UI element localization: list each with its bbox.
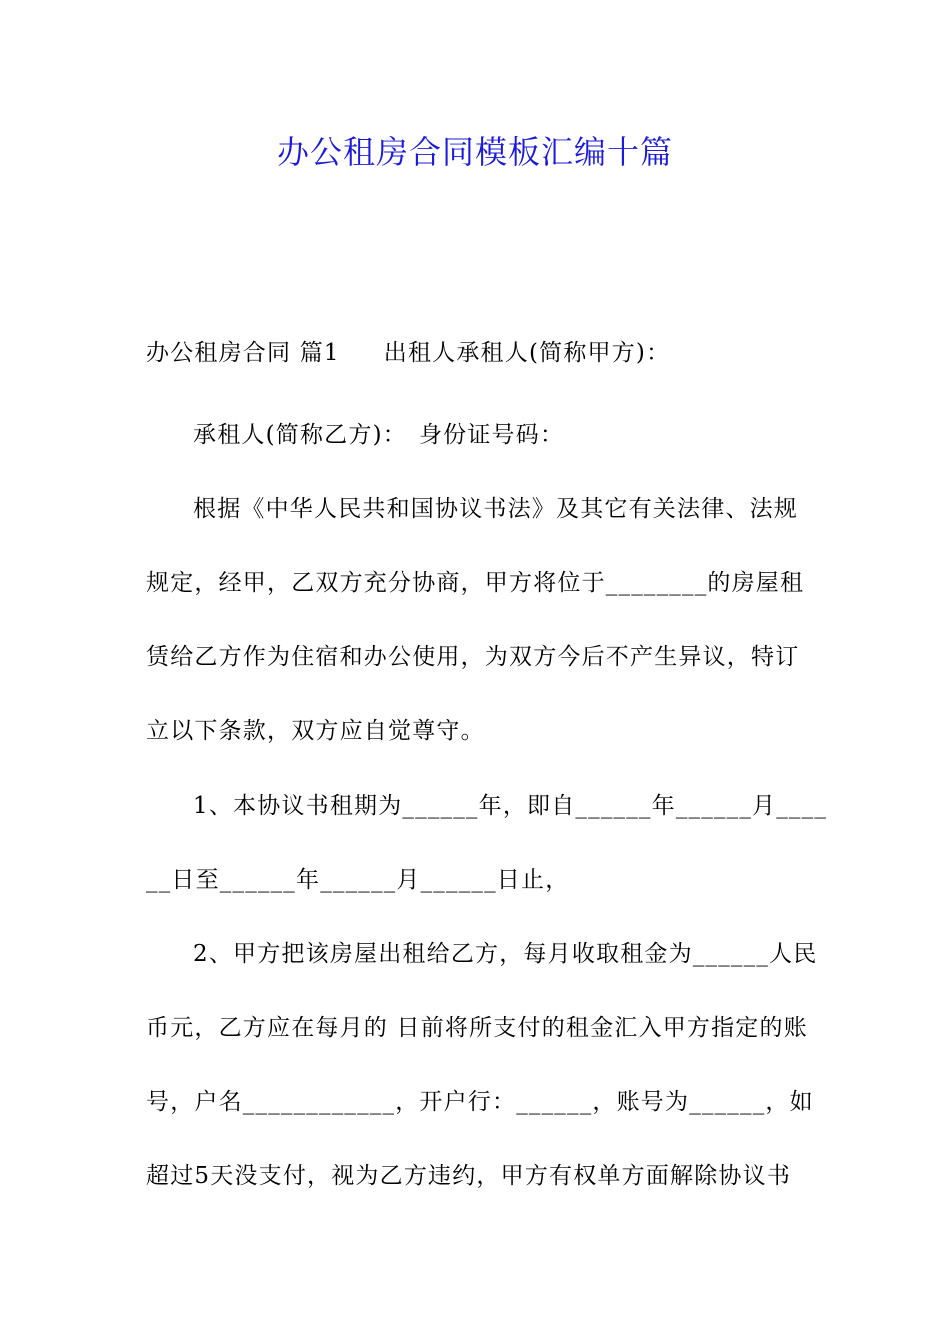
paragraph-line: 根据《中华人民共和国协议书法》及其它有关法律、法规 xyxy=(193,496,798,522)
lessee-label: 承租人(简称乙方)： xyxy=(193,422,407,448)
clause-line: __日至______年______月______日止， xyxy=(146,867,570,893)
document-title: 办公租房合同模板汇编十篇 xyxy=(276,133,673,171)
id-number-label: 身份证号码： xyxy=(418,422,565,448)
clause-line: 超过5天没支付，视为乙方违约，甲方有权单方面解除协议书 xyxy=(146,1163,792,1189)
paragraph-line: 赁给乙方作为住宿和办公使用，为双方今后不产生异议，特订 xyxy=(146,644,800,670)
section-heading: 办公租房合同 篇1 xyxy=(146,340,340,366)
paragraph-line: 立以下条款，双方应自觉尊守。 xyxy=(146,718,485,744)
clause-line: 币元，乙方应在每月的 日前将所支付的租金汇入甲方指定的账 xyxy=(146,1015,808,1041)
clause-line: 号，户名____________，开户行：______，账号为______，如 xyxy=(146,1089,814,1115)
paragraph-line: 规定，经甲，乙双方充分协商，甲方将位于________的房屋租 xyxy=(146,570,805,596)
second-line xyxy=(193,418,564,452)
clause-line: 1、本协议书租期为______年，即自______年______月____ xyxy=(193,793,828,819)
clause-line: 2、甲方把该房屋出租给乙方，每月收取租金为______人民 xyxy=(193,941,818,967)
lessor-label: 出租人承租人(简称甲方)： xyxy=(383,340,671,366)
first-line xyxy=(146,336,670,370)
